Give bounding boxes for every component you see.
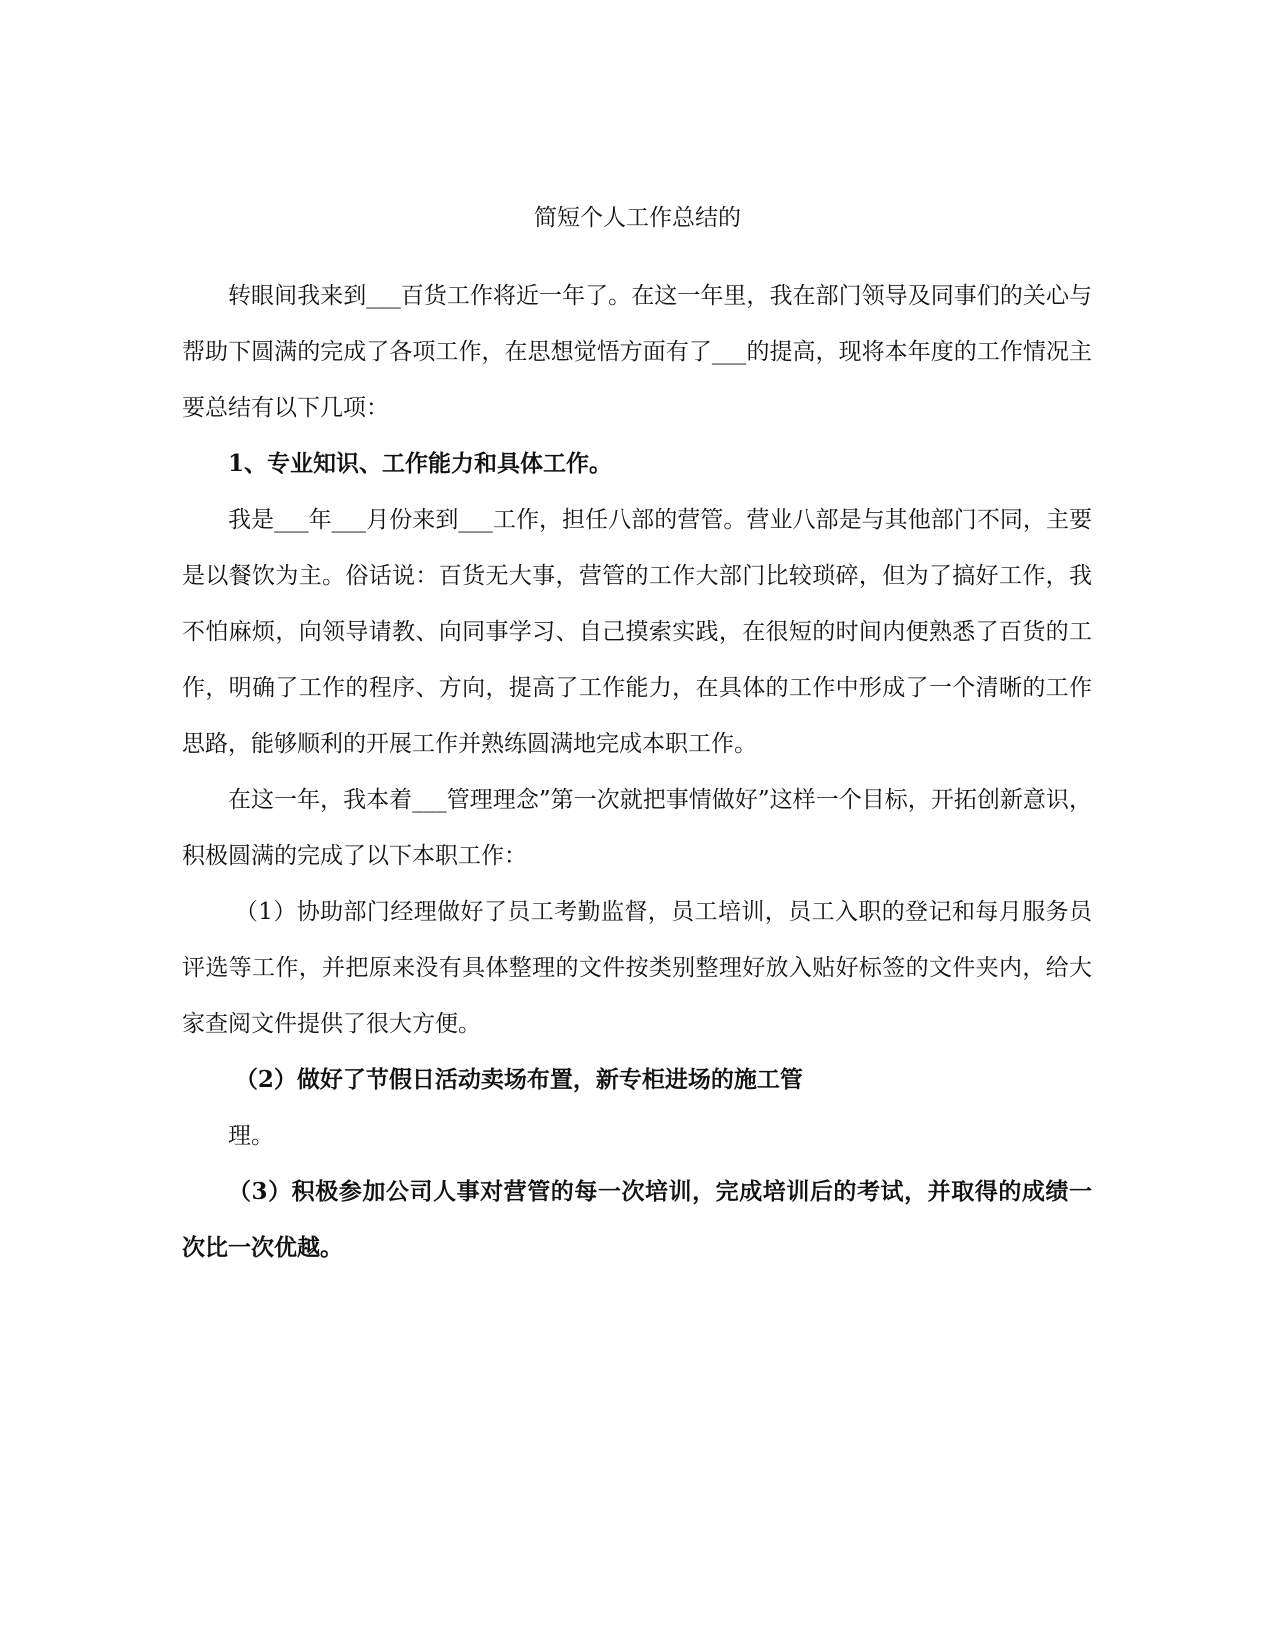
document-title: 简短个人工作总结的 (534, 205, 741, 231)
list-item-3: （3）积极参加公司人事对营管的每一次培训，完成培训后的考试，并取得的成绩一次比一次优越。 (182, 1178, 1092, 1261)
document-body (182, 268, 1092, 1276)
section-heading: 1、专业知识、工作能力和具体工作。 (228, 450, 613, 477)
paragraph-intro: 转眼间我来到___百货工作将近一年了。在这一年里，我在部门领导及同事们的关心与帮助下圆满的完成了各项工作，在思想觉悟方面有了___的提高，现将本年度的工作情况主要总结有以下几项： (182, 283, 1092, 421)
paragraph-management-goal: 在这一年，我本着___管理理念”第一次就把事情做好”这样一个目标，开拓创新意识，积极圆满的完成了以下本职工作： (182, 787, 1092, 869)
list-item-1: （1）协助部门经理做好了员工考勤监督，员工培训，员工入职的登记和每月服务员评选等工作，并把原来没有具体整理的文件按类别整理好放入贴好标签的文件夹内，给大家查阅文件提供了很大方便。 (182, 899, 1092, 1037)
list-item-2: （2）做好了节假日活动卖场布置，新专柜进场的施工管 (234, 1066, 803, 1093)
paragraph-work-experience: 我是___年___月份来到___工作，担任八部的营管。营业八部是与其他部门不同，主要是以餐饮为主。俗话说：百货无大事，营管的工作大部门比较琐碎，但为了搞好工作，我不怕麻烦，向领导请教、向同事学习、自己摸索实践，在很短的时间内便熟悉了百货的工作，明确了工作的程序、方向，提高了工作能力，在具体的工作中形成了一个清晰的工作思路，能够顺利的开展工作并熟练圆满地完成本职工作。 (182, 507, 1092, 757)
list-item-2-continuation: 理。 (228, 1123, 274, 1149)
